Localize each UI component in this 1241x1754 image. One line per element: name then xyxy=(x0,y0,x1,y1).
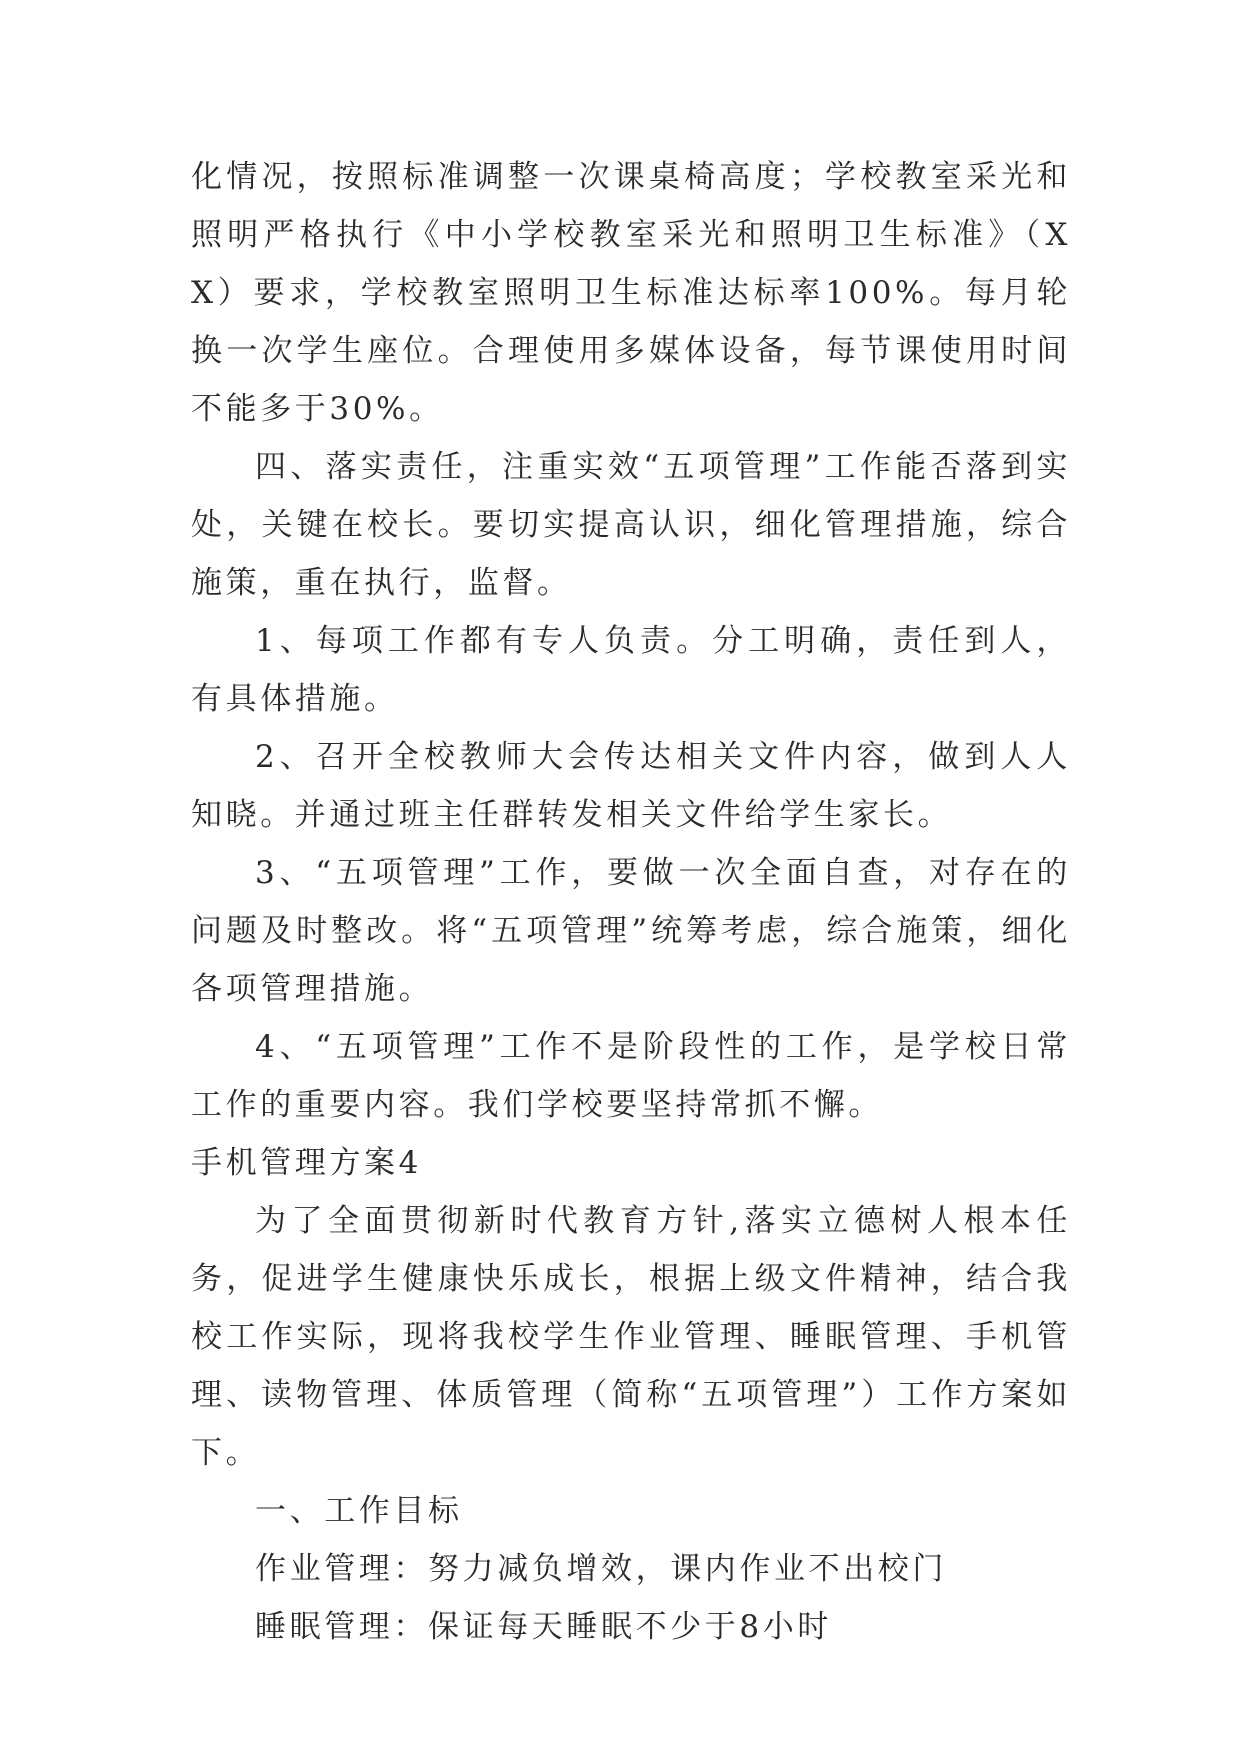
intro-paragraph: 为了全面贯彻新时代教育方针,落实立德树人根本任务，促进学生健康快乐成长，根据上级文件精神，结合我校工作实际，现将我校学生作业管理、睡眠管理、手机管理、读物管理、体质管理（简称“五项管理”）工作方案如下。 xyxy=(191,1203,1071,1471)
list-item-4: 4、“五项管理”工作不是阶段性的工作，是学校日常工作的重要内容。我们学校要坚持常抓不懈。 xyxy=(191,1029,1071,1123)
document-heading: 手机管理方案4 xyxy=(191,1145,422,1181)
list-item-1: 1、每项工作都有专人负责。分工明确，责任到人，有具体措施。 xyxy=(191,623,1071,717)
sleep-management-line: 睡眠管理：保证每天睡眠不少于8小时 xyxy=(255,1609,832,1645)
homework-management-line: 作业管理：努力减负增效，课内作业不出校门 xyxy=(255,1551,947,1587)
section-four-paragraph: 四、落实责任，注重实效“五项管理”工作能否落到实处，关键在校长。要切实提高认识，细化管理措施，综合施策，重在执行，监督。 xyxy=(191,449,1071,601)
document-body xyxy=(191,148,1071,1656)
section-one-heading: 一、工作目标 xyxy=(255,1493,463,1529)
list-item-3: 3、“五项管理”工作，要做一次全面自查，对存在的问题及时整改。将“五项管理”统筹考虑，综合施策，细化各项管理措施。 xyxy=(191,855,1071,1007)
list-item-2: 2、召开全校教师大会传达相关文件内容，做到人人知晓。并通过班主任群转发相关文件给学生家长。 xyxy=(191,739,1071,833)
paragraph-continuation: 化情况，按照标准调整一次课桌椅高度；学校教室采光和照明严格执行《中小学校教室采光和照明卫生标准》（XX）要求，学校教室照明卫生标准达标率100%。每月轮换一次学生座位。合理使用多媒体设备，每节课使用时间不能多于30%。 xyxy=(191,159,1071,427)
